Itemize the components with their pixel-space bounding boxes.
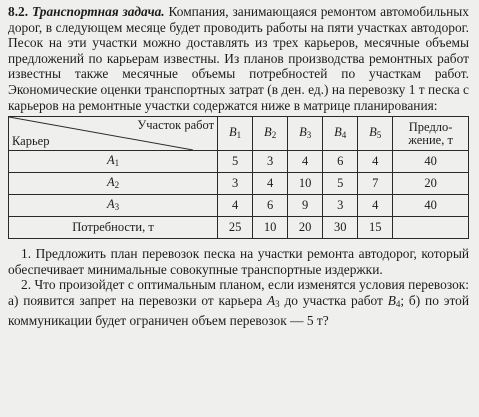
column-header-b5: $B_5$ <box>358 117 393 151</box>
corner-top-label: Участок работ <box>137 118 215 133</box>
supply-cell: 40 <box>393 151 469 173</box>
row-label-a3: $A_3$ <box>9 195 218 217</box>
demand-empty-cell <box>393 217 469 239</box>
demand-cell: 15 <box>358 217 393 239</box>
demand-cell: 25 <box>218 217 253 239</box>
cost-cell: 3 <box>323 195 358 217</box>
supply-cell: 20 <box>393 173 469 195</box>
cost-cell: 4 <box>253 173 288 195</box>
problem-number: 8.2. <box>8 4 29 19</box>
column-header-b1: $B_1$ <box>218 117 253 151</box>
cost-cell: 9 <box>288 195 323 217</box>
corner-cell <box>9 117 218 151</box>
row-label-a1: $A_1$ <box>9 151 218 173</box>
cost-cell: 3 <box>253 151 288 173</box>
supply-header: Предло- жение, т <box>393 117 469 151</box>
cost-cell: 3 <box>218 173 253 195</box>
row-label-a2: $A_2$ <box>9 173 218 195</box>
demand-cell: 10 <box>253 217 288 239</box>
cost-cell: 4 <box>358 151 393 173</box>
column-header-b3: $B_3$ <box>288 117 323 151</box>
cost-cell: 10 <box>288 173 323 195</box>
problem-title: Транспортная задача. <box>31 4 165 19</box>
cost-cell: 6 <box>323 151 358 173</box>
column-header-b2: $B_2$ <box>253 117 288 151</box>
demand-cell: 20 <box>288 217 323 239</box>
problem-text: Компания, занимающаяся ремонтом автомобильных дорог, в следующем месяце будет проводить работы на пяти участках автодорог. Песок на эти участки можно доставлять из трех карьеров, месячные объемы предложений по карьерам известны. Из планов производства ремонтных работ известны также месячные объемы потребностей по участкам работ. Экономические оценки транспортных затрат (в ден. ед.) на перевозку 1 т песка с карьеров на ремонтные участки содержатся ниже в матрице планирования: <box>8 4 469 113</box>
question-2: 2. Что произойдет с оптимальным планом, если изменятся условия перевозок: а) появится запрет на перевозки от карьера $A_3$ до участка работ $B_4$; б) по этой коммуникации будет ограничен объем перевозок — 5 т? <box>8 277 469 328</box>
header-row <box>9 117 469 151</box>
cost-cell: 7 <box>358 173 393 195</box>
supply-cell: 40 <box>393 195 469 217</box>
table-row-a2 <box>9 173 469 195</box>
table-row-a1 <box>9 151 469 173</box>
question-1: 1. Предложить план перевозок песка на участки ремонта автодорог, который обеспечивает минимальные совокупные транспортные издержки. <box>8 246 469 277</box>
cost-cell: 5 <box>218 151 253 173</box>
problem-intro <box>8 4 469 113</box>
cost-cell: 4 <box>358 195 393 217</box>
cost-cell: 4 <box>218 195 253 217</box>
cost-cell: 6 <box>253 195 288 217</box>
table-row-a3 <box>9 195 469 217</box>
cost-cell: 4 <box>288 151 323 173</box>
demand-label: Потребности, т <box>9 217 218 239</box>
table-row-demand <box>9 217 469 239</box>
planning-matrix <box>8 116 469 239</box>
demand-cell: 30 <box>323 217 358 239</box>
corner-bottom-label: Карьер <box>12 134 50 149</box>
cost-cell: 5 <box>323 173 358 195</box>
column-header-b4: $B_4$ <box>323 117 358 151</box>
